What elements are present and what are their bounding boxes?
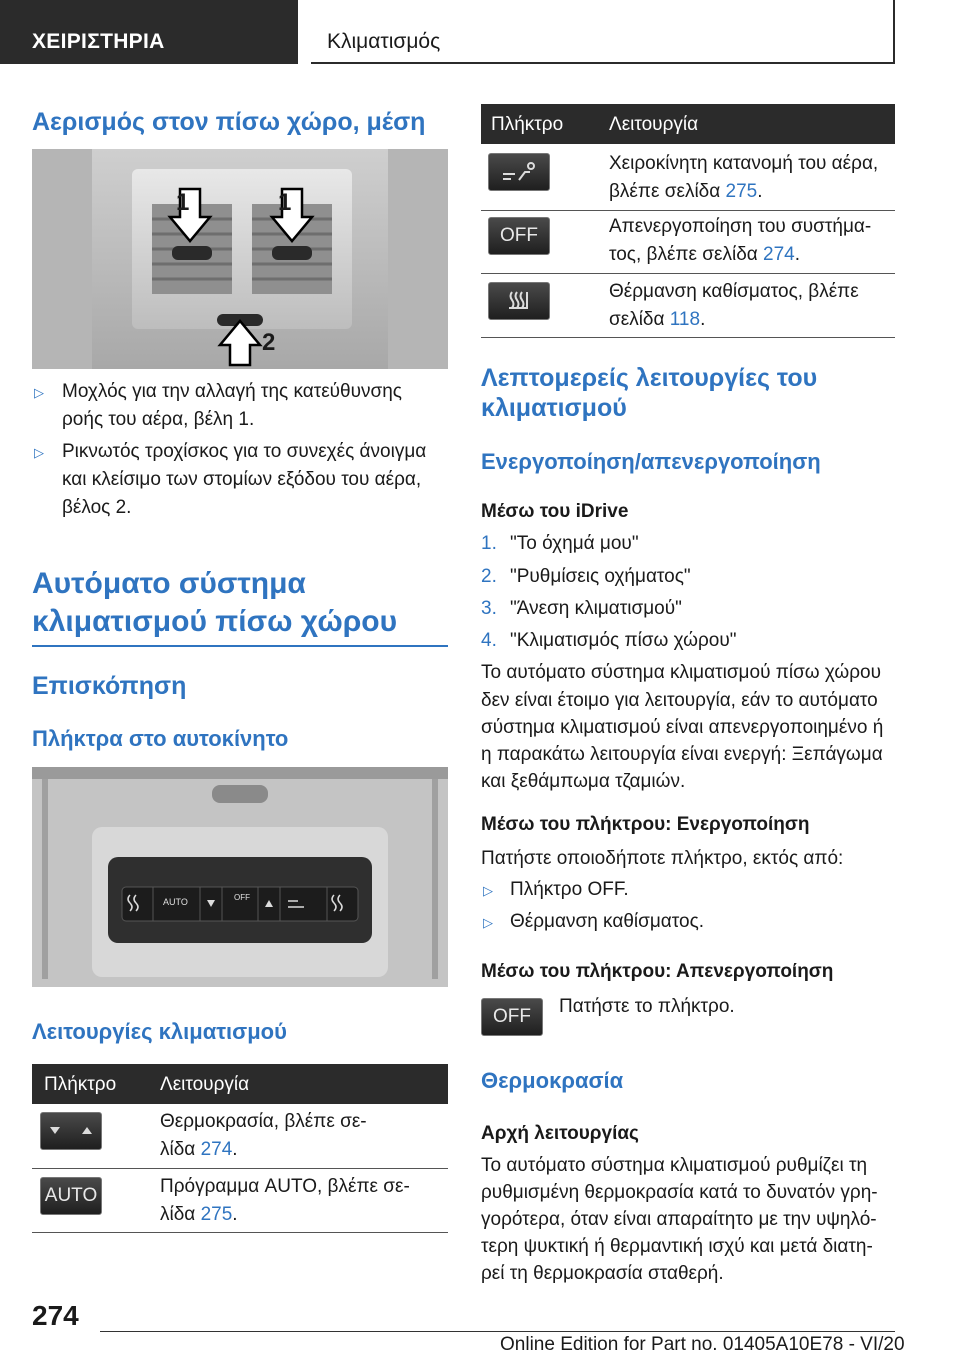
- distribution-row-line2: βλέπε σελίδα 275.: [609, 181, 763, 202]
- header-chapter-title: Κλιματισμός: [327, 30, 441, 53]
- page-link-275[interactable]: 275: [725, 181, 758, 202]
- bullet-vent-2-line1: Ρικνωτός τροχίσκος για το συνεχές άνοιγμα: [62, 441, 427, 462]
- functions-table-header: [32, 1064, 448, 1104]
- arrow-label-1b: 1: [278, 189, 292, 216]
- vent-section-title: Αερισμός στον πίσω χώρο, μέση: [32, 108, 426, 136]
- step-number: 1.: [481, 533, 497, 554]
- para2-line: ρυθμισμένη θερμοκρασία κατά το δυνατόν γρη-: [481, 1182, 878, 1203]
- para2-line: γορότερα, όταν είναι απαραίτητο με την υψηλό-: [481, 1209, 877, 1230]
- bullet-icon: ▷: [483, 883, 493, 898]
- via-button-on-heading: Μέσω του πλήκτρου: Ενεργοποίηση: [481, 814, 810, 835]
- page-link-274[interactable]: 274: [763, 244, 795, 265]
- onoff-heading: Ενεργοποίηση/απενεργοποίηση: [481, 449, 821, 474]
- step-number: 3.: [481, 598, 497, 619]
- table-row-divider: [481, 273, 895, 274]
- bullet-icon: ▷: [34, 385, 44, 400]
- temp-row-line1: Θερμοκρασία, βλέπε σε-: [160, 1111, 367, 1132]
- rear-vent-photo: [32, 149, 448, 369]
- para1-line: Το αυτόματο σύστημα κλιματισμού πίσω χώρου: [481, 662, 881, 683]
- auto-ac-title-line2: κλιματισμού πίσω χώρου: [32, 605, 398, 638]
- title-rule: [32, 645, 448, 647]
- auto-row-line2: λίδα 275.: [160, 1204, 238, 1225]
- overview-heading: Επισκόπηση: [32, 672, 187, 700]
- bullet-vent-2-line3: βέλος 2.: [62, 497, 132, 518]
- panel-auto-label: AUTO: [163, 897, 188, 907]
- temperature-heading: Θερμοκρασία: [481, 1068, 624, 1093]
- step-text: "Το όχημά μου": [510, 533, 639, 554]
- header-section-title: ΧΕΙΡΙΣΤΗΡΙΑ: [32, 30, 165, 53]
- air-distribution-icon: [488, 153, 550, 191]
- step-text: "Άνεση κλιματισμού": [510, 598, 682, 619]
- table-row-divider: [32, 1232, 448, 1233]
- para1-line: δεν είναι έτοιμο για λειτουργία, εάν το αυτόματο: [481, 690, 878, 711]
- off-button-icon: OFF: [488, 217, 550, 255]
- header-section-tab: [0, 0, 298, 64]
- via-button-off-heading: Μέσω του πλήκτρου: Απενεργοποίηση: [481, 961, 834, 982]
- seat-heat-row-line2: σελίδα 118.: [609, 309, 706, 330]
- table-row-divider: [481, 210, 895, 211]
- bullet-icon: ▷: [483, 915, 493, 930]
- details-title-line2: κλιματισμού: [481, 394, 627, 422]
- para1-line: σύστημα κλιματισμού είναι απενεργοποιημένο ή: [481, 717, 884, 738]
- table-row-divider: [481, 337, 895, 338]
- principle-heading: Αρχή λειτουργίας: [481, 1123, 639, 1144]
- arrow-label-2: 2: [262, 329, 276, 356]
- page-link-118[interactable]: 118: [669, 309, 701, 330]
- step-text: "Ρυθμίσεις οχήματος": [510, 566, 691, 587]
- step-text: "Κλιματισμός πίσω χώρου": [510, 630, 737, 651]
- temp-row-line2: λίδα 274.: [160, 1139, 238, 1160]
- header-chapter-box: [311, 0, 895, 64]
- para2-line: τερη ψυκτική ή θερμαντική ισχύ και μετά διατη-: [481, 1236, 873, 1257]
- buttons-in-car-heading: Πλήκτρα στο αυτοκίνητο: [32, 726, 289, 751]
- off-button-icon: OFF: [481, 998, 543, 1036]
- col-button-header: Πλήκτρο: [44, 1074, 117, 1095]
- bullet-vent-1-line1: Μοχλός για την αλλαγή της κατεύθυνσης: [62, 381, 402, 402]
- table-row-divider: [32, 1168, 448, 1169]
- arrow-label-1a: 1: [176, 189, 190, 216]
- step-number: 2.: [481, 566, 497, 587]
- auto-button-icon: AUTO: [40, 1177, 102, 1215]
- functions-table-header-cont: [481, 104, 895, 144]
- via-idrive-heading: Μέσω του iDrive: [481, 501, 629, 522]
- press-any-text: Πατήστε οποιοδήποτε πλήκτρο, εκτός από:: [481, 848, 844, 869]
- para1-line: η παρακάτω λειτουργία είναι ενεργή: Ξεπάγωμα: [481, 744, 883, 765]
- except-item: Θέρμανση καθίσματος.: [510, 911, 704, 932]
- details-title-line1: Λεπτομερείς λειτουργίες του: [481, 364, 818, 392]
- seat-heating-icon: [488, 282, 550, 320]
- off-row-line2: τος, βλέπε σελίδα 274.: [609, 244, 801, 265]
- temperature-arrows-icon: [40, 1112, 102, 1150]
- press-button-text: Πατήστε το πλήκτρο.: [559, 996, 735, 1017]
- control-panel-photo: [32, 767, 448, 987]
- page-number: 274: [32, 1300, 79, 1331]
- bullet-vent-1-line2: ροής του αέρα, βέλη 1.: [62, 409, 255, 430]
- bullet-icon: ▷: [34, 445, 44, 460]
- seat-heat-row-line1: Θέρμανση καθίσματος, βλέπε: [609, 281, 859, 302]
- para2-line: ρεί τη θερμοκρασία σταθερή.: [481, 1263, 724, 1284]
- col-function-header: Λειτουργία: [609, 114, 699, 135]
- ac-functions-heading: Λειτουργίες κλιματισμού: [32, 1019, 287, 1044]
- off-row-line1: Απενεργοποίηση του συστήμα-: [609, 216, 872, 237]
- footer-rule: [100, 1331, 895, 1332]
- panel-off-label: OFF: [234, 893, 250, 902]
- para2-line: Το αυτόματο σύστημα κλιματισμού ρυθμίζει τη: [481, 1155, 868, 1176]
- step-number: 4.: [481, 630, 497, 651]
- edition-text: Online Edition for Part no. 01405A10E78 - VI/20: [500, 1334, 905, 1355]
- distribution-row-line1: Χειροκίνητη κατανομή του αέρα,: [609, 153, 879, 174]
- bullet-vent-2-line2: και κλείσιμο των στομίων εξόδου του αέρα,: [62, 469, 422, 490]
- except-item: Πλήκτρο OFF.: [510, 879, 629, 900]
- col-function-header: Λειτουργία: [160, 1074, 250, 1095]
- auto-ac-title-line1: Αυτόματο σύστημα: [32, 567, 306, 600]
- auto-row-line1: Πρόγραμμα AUTO, βλέπε σε-: [160, 1176, 410, 1197]
- page-link-274[interactable]: 274: [200, 1139, 233, 1160]
- col-button-header: Πλήκτρο: [491, 114, 564, 135]
- page-link-275[interactable]: 275: [200, 1204, 233, 1225]
- para1-line: και ξεθάμπωμα τζαμιών.: [481, 771, 686, 792]
